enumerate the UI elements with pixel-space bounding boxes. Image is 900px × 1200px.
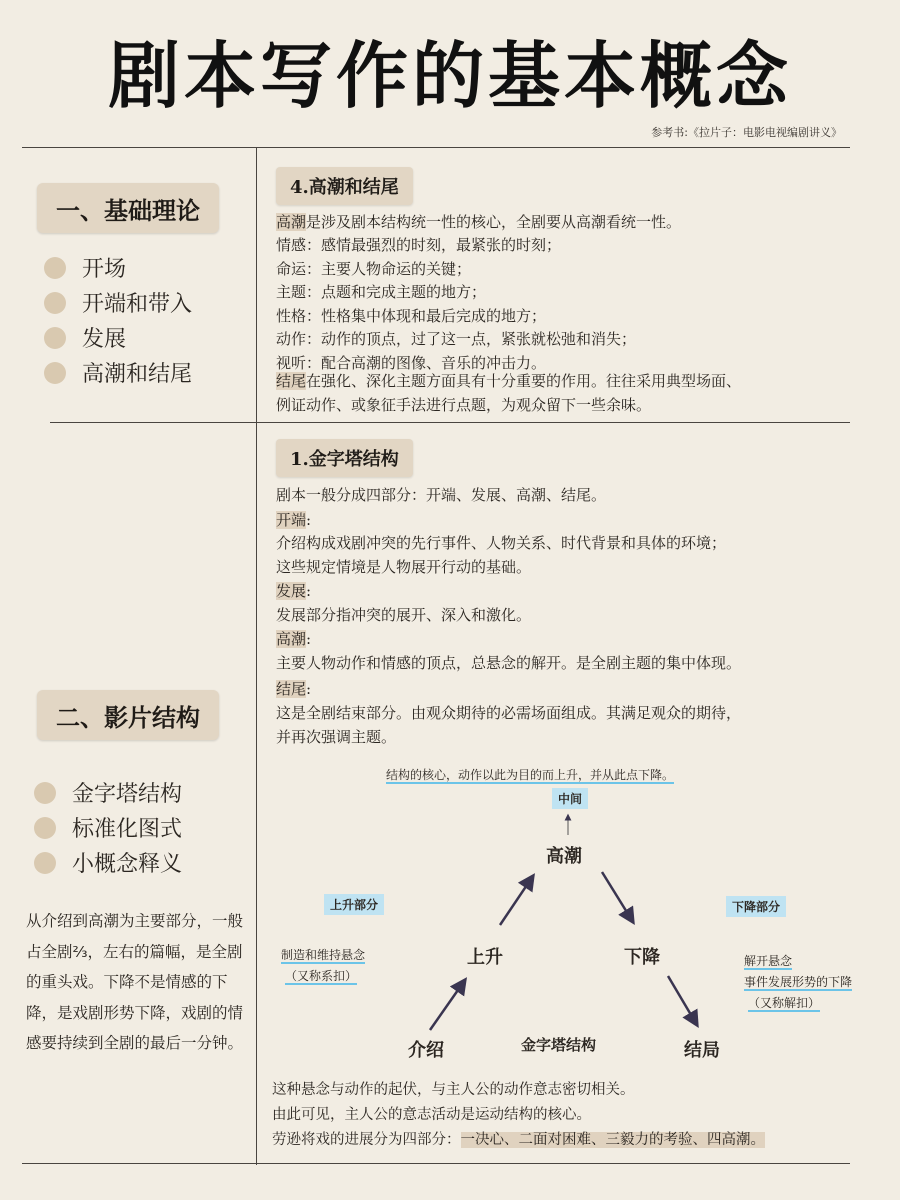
lawson-four-parts: 一决心、二面对困难、三毅力的考验、四高潮。: [460, 1132, 765, 1148]
climax-definition: 是涉及剧本结构统一性的核心，全剧要从高潮看统一性。: [306, 213, 682, 231]
arrow-fall-to-ending: [668, 976, 697, 1025]
list-item-label: 小概念释义: [72, 852, 183, 877]
highlight-term: 发展: [276, 582, 307, 600]
highlight-term: 开端: [276, 511, 307, 529]
bottom-line: 这种悬念与动作的起伏，与主人公的动作意志密切相关。: [272, 1082, 635, 1098]
fall-note: [748, 994, 820, 1013]
climax-aspects: 情感：感情最强烈的时刻，最紧张的时刻； 命运：主要人物命运的关键； 主题：点题和完成主题的地方； 性格：性格集中体现和最后完成的地方； 动作：动作的顶点，过了这一点，紧张就松弛和消失； 视听：配合高潮的图像、音乐的冲击力。: [276, 236, 637, 372]
list-item-label: 标准化图式: [72, 817, 183, 842]
label-fall: 下降: [624, 947, 660, 968]
highlight-term: 结尾: [276, 372, 307, 390]
part-text: 这是全剧结束部分。由观众期待的必需场面组成。其满足观众的期待， 并再次强调主题。: [276, 704, 742, 746]
diagram-caption: 金字塔结构: [521, 1036, 597, 1054]
part-label: 开端:: [276, 511, 312, 529]
highlight-term: 结尾: [276, 680, 307, 698]
fall-note-line: （又称解扣）: [748, 996, 821, 1010]
part-text: 介绍构成戏剧冲突的先行事件、人物关系、时代背景和具体的环境； 这些规定情境是人物展开行动的基础。: [276, 534, 727, 576]
arrow-intro-to-rise: [430, 980, 465, 1030]
page-title: 剧本写作的基本概念: [107, 33, 792, 118]
core-note-text: 结构的核心，动作以此为目的而上升，并从此点下降。: [386, 768, 675, 782]
bottom-line: 由此可见，主人公的意志活动是运动结构的核心。: [272, 1107, 591, 1123]
part-text: 发展部分指冲突的展开、深入和激化。: [276, 606, 532, 624]
section-basic-theory: 一、基础理论: [37, 183, 219, 233]
fall-note-line: 解开悬念: [744, 954, 793, 968]
heading-climax-ending: 4.高潮和结尾: [276, 167, 413, 205]
side-note: 从介绍到高潮为主要部分，一般占全剧⅔，左右的篇幅，是全剧的重头戏。下降不是情感的下降，是戏剧形势下降，戏剧的情感要持续到全剧的最后一分钟。: [26, 912, 244, 1052]
fall-note: [744, 973, 852, 992]
label-intro: 介绍: [408, 1040, 444, 1061]
label-ending: 结局: [684, 1040, 720, 1061]
bottom-line: 劳逊将戏的进展分为四部分：: [272, 1132, 461, 1148]
pyramid-intro: 剧本一般分成四部分：开端、发展、高潮、结尾。: [276, 486, 607, 504]
reference-note: 参考书:《拉片子：电影电视编剧讲义》: [651, 126, 842, 139]
rise-note-line: （又称系扣）: [285, 969, 358, 983]
part-label: 发展:: [276, 582, 312, 600]
bottom-paragraph: [272, 1078, 765, 1153]
tag-rise-part: 上升部分: [324, 894, 384, 915]
list-item-label: 开场: [82, 257, 127, 282]
label-climax: 高潮: [546, 846, 582, 867]
list-item-label: 金字塔结构: [72, 782, 183, 807]
list-item-label: 发展: [82, 327, 127, 352]
rise-note-line: 制造和维持悬念: [281, 948, 366, 962]
highlight-term: 高潮: [276, 213, 307, 231]
highlight-term: 高潮: [276, 630, 307, 648]
arrow-climax-to-fall: [602, 872, 633, 922]
list-item-label: 开端和带入: [82, 292, 193, 317]
arrow-rise-to-climax: [500, 876, 533, 925]
part-label: 高潮:: [276, 630, 312, 648]
ending-definition: 在强化、深化主题方面具有十分重要的作用。往往采用典型场面、 例证动作、或象征手法进行点题，为观众留下一些余味。: [276, 372, 742, 414]
part-label: 结尾:: [276, 680, 312, 698]
tag-middle: 中间: [552, 788, 588, 809]
heading-pyramid: 1.金字塔结构: [276, 439, 413, 477]
part-text: 主要人物动作和情感的顶点，总悬念的解开。是全剧主题的集中体现。: [276, 654, 742, 672]
fall-note-line: 事件发展形势的下降: [744, 975, 853, 989]
tag-fall-part: 下降部分: [726, 896, 786, 917]
section-film-structure: 二、影片结构: [37, 690, 219, 740]
fall-note: [744, 952, 792, 971]
rise-note: [281, 946, 365, 965]
label-rise: 上升: [467, 947, 503, 968]
list-item-label: 高潮和结尾: [82, 362, 193, 387]
rise-note: [285, 967, 357, 986]
core-note: [386, 766, 674, 785]
